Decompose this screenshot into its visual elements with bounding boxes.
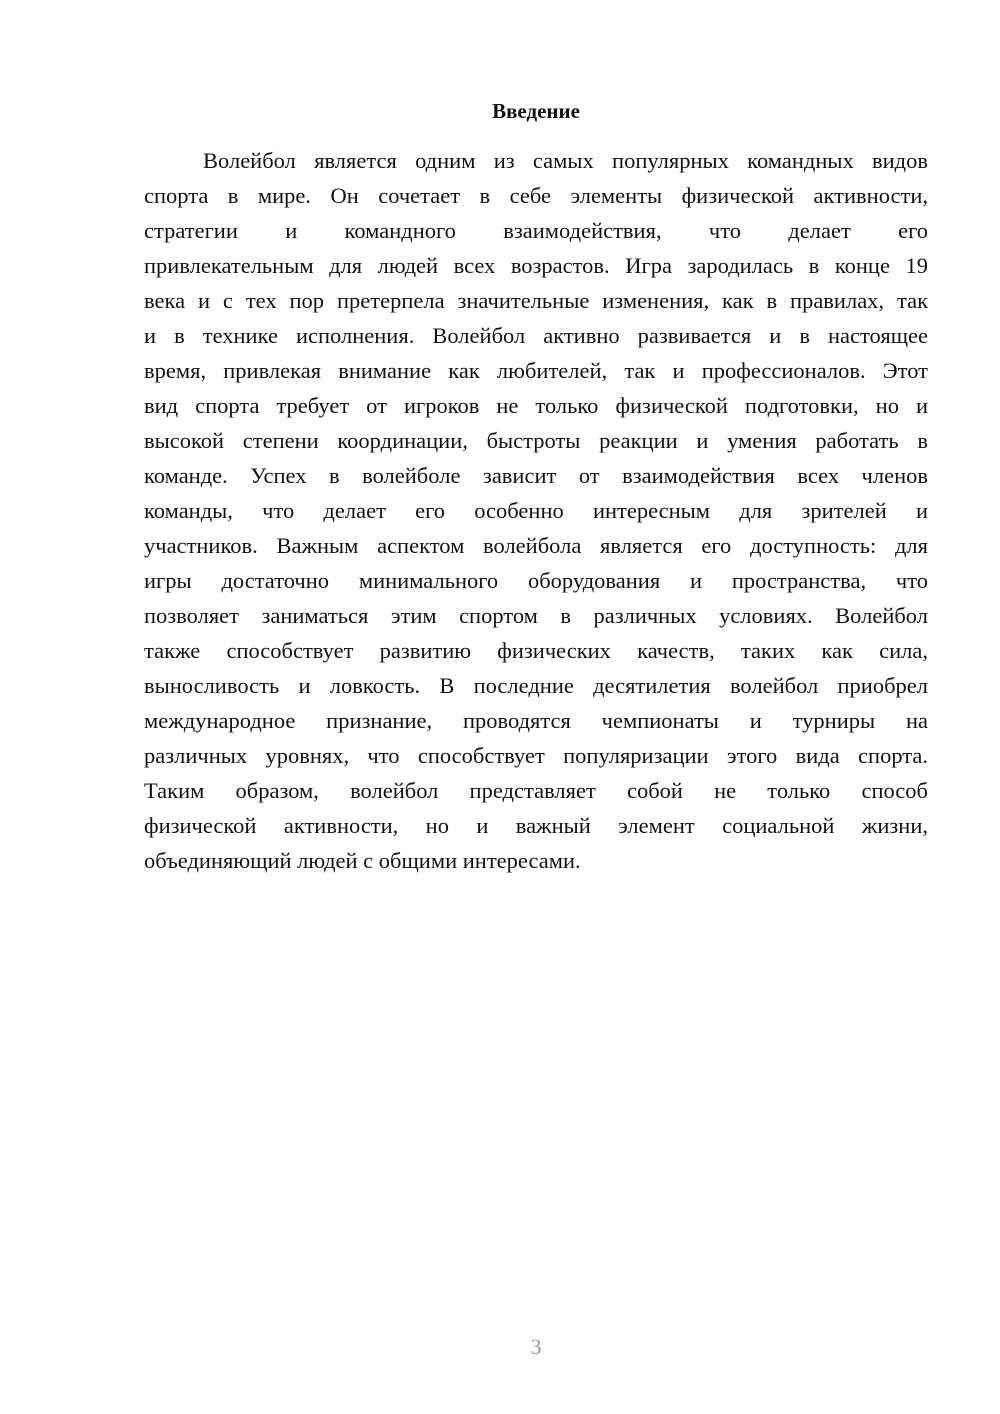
paragraph-line: стратегии и командного взаимодействия, что делает его	[144, 218, 928, 243]
page-title: Введение	[492, 99, 580, 123]
paragraph-line: игры достаточно минимального оборудования и пространства, что	[144, 568, 928, 593]
paragraph-line: время, привлекая внимание как любителей, так и профессионалов. Этот	[144, 358, 928, 383]
page-number: 3	[530, 1334, 542, 1359]
paragraph-line: высокой степени координации, быстроты реакции и умения работать в	[144, 428, 928, 453]
paragraph-line: вид спорта требует от игроков не только физической подготовки, но и	[144, 393, 928, 418]
paragraph-line: Таким образом, волейбол представляет собой не только способ	[144, 778, 928, 803]
paragraph-line: Волейбол является одним из самых популярных командных видов	[203, 148, 928, 173]
paragraph-line: участников. Важным аспектом волейбола является его доступность: для	[144, 533, 928, 558]
paragraph-line: международное признание, проводятся чемпионаты и турниры на	[144, 708, 928, 733]
paragraph-line: спорта в мире. Он сочетает в себе элементы физической активности,	[144, 183, 928, 208]
paragraph-line: и в технике исполнения. Волейбол активно развивается и в настоящее	[144, 323, 928, 348]
paragraph-line: привлекательным для людей всех возрастов. Игра зародилась в конце 19	[144, 253, 928, 278]
paragraph-line: позволяет заниматься этим спортом в различных условиях. Волейбол	[144, 603, 928, 628]
body-paragraph	[144, 143, 928, 878]
paragraph-line: объединяющий людей с общими интересами.	[144, 848, 581, 873]
paragraph-line: выносливость и ловкость. В последние десятилетия волейбол приобрел	[144, 673, 928, 698]
paragraph-line: команде. Успех в волейболе зависит от взаимодействия всех членов	[144, 463, 928, 488]
paragraph-line: физической активности, но и важный элемент социальной жизни,	[144, 813, 928, 838]
paragraph-line: различных уровнях, что способствует популяризации этого вида спорта.	[144, 743, 928, 768]
paragraph-line: также способствует развитию физических качеств, таких как сила,	[144, 638, 928, 663]
paragraph-line: века и с тех пор претерпела значительные изменения, как в правилах, так	[144, 288, 928, 313]
paragraph-line: команды, что делает его особенно интересным для зрителей и	[144, 498, 928, 523]
